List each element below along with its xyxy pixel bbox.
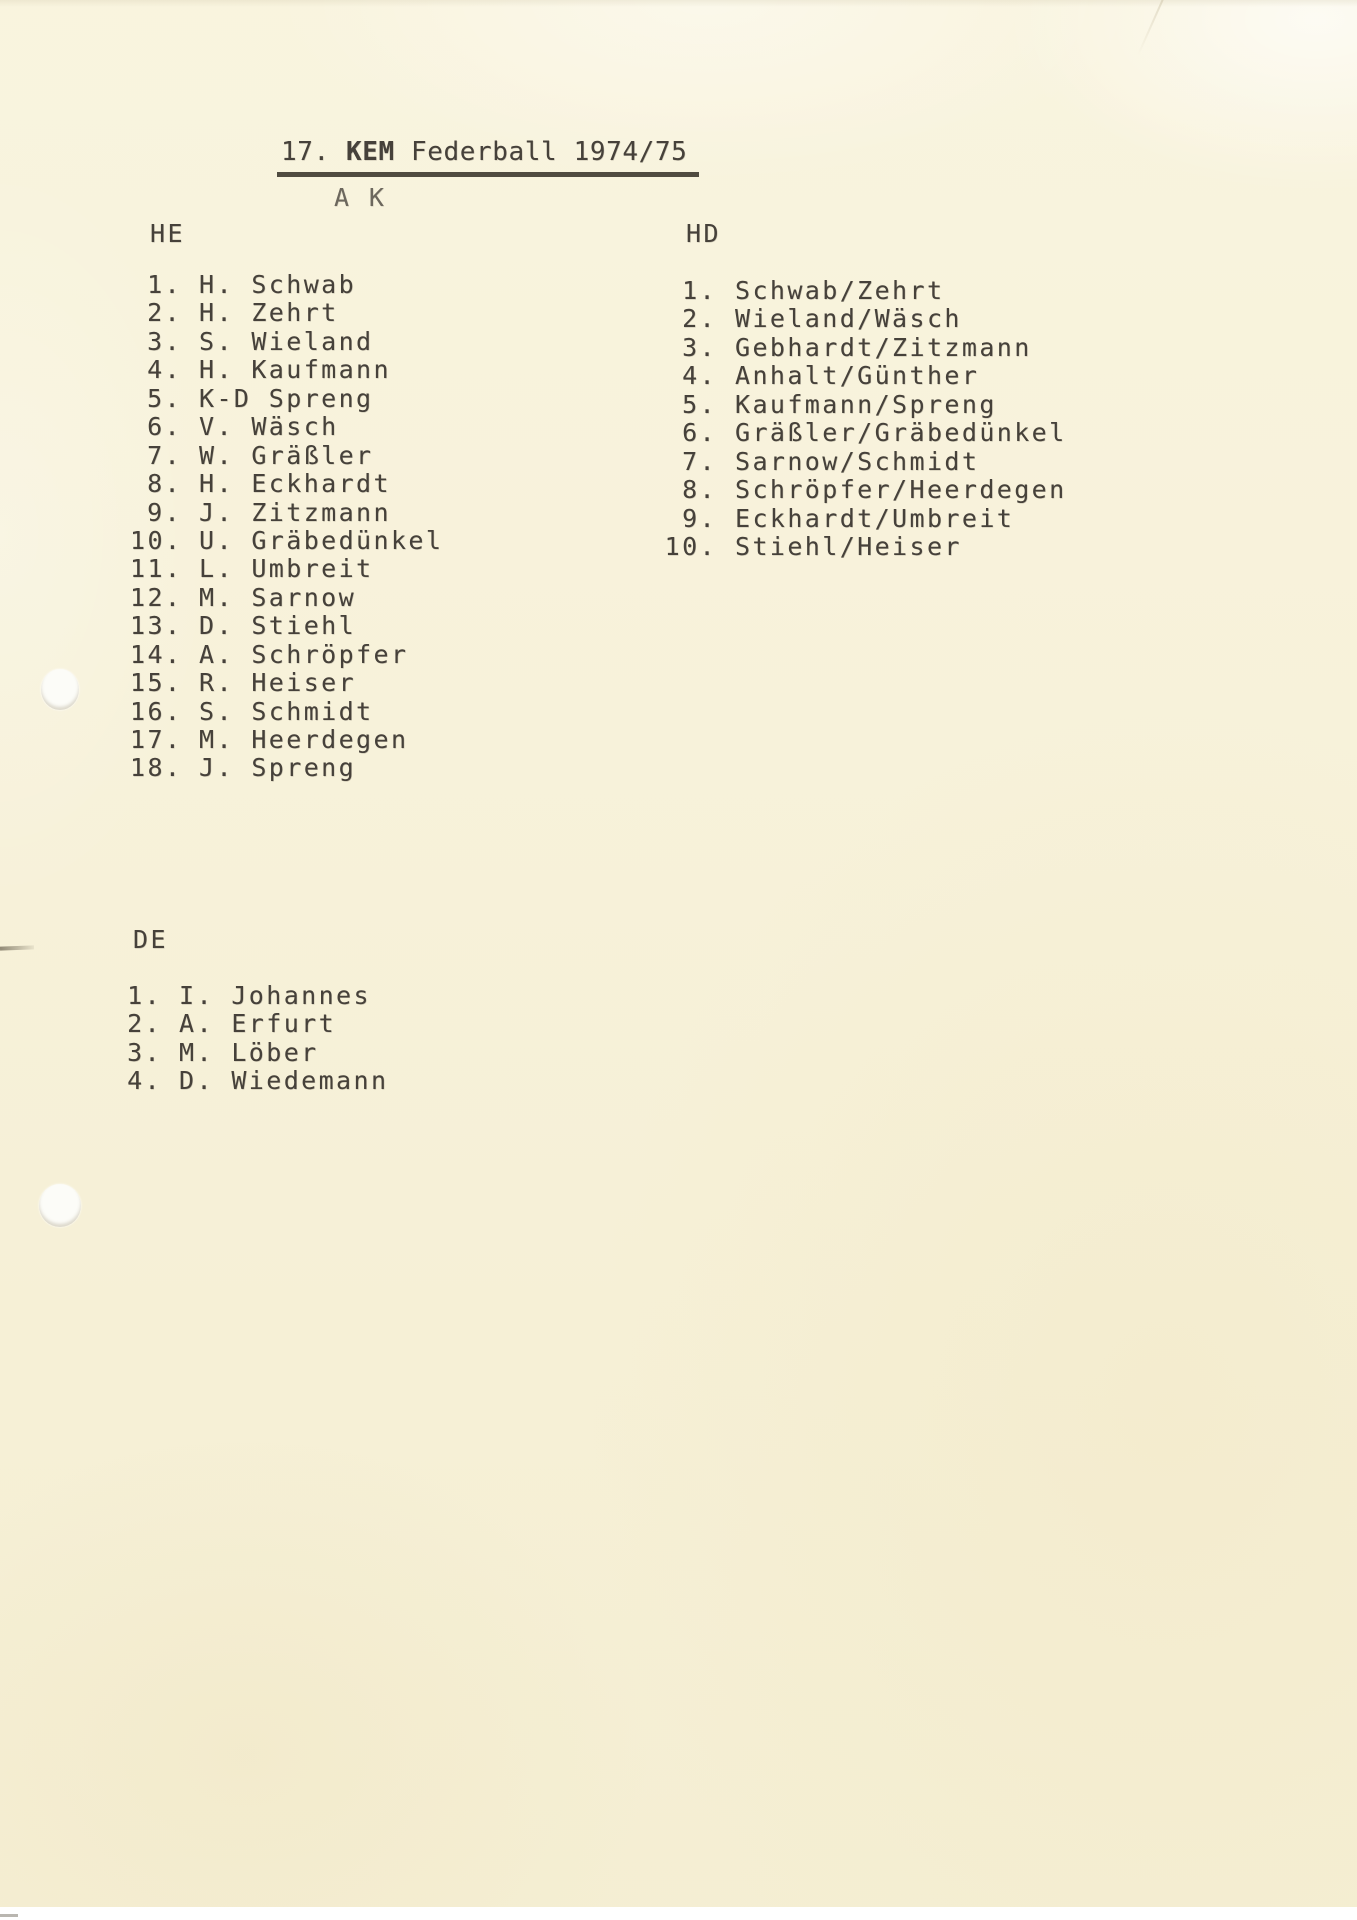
item-number: 1. — [127, 981, 162, 1010]
paper-crease — [1137, 0, 1165, 56]
item-number: 8. — [147, 469, 182, 499]
item-name: J. Spreng — [199, 753, 357, 783]
item-number: 1. — [147, 270, 182, 299]
singles-men-list — [130, 271, 443, 783]
list-item — [110, 1039, 388, 1067]
item-name: Eckhardt/Umbreit — [735, 503, 1015, 533]
section-heading-he: HE — [150, 219, 185, 248]
list-item — [661, 476, 1067, 504]
section-heading-hd: HD — [686, 219, 721, 248]
item-number: 3. — [127, 1037, 162, 1067]
list-item — [130, 641, 443, 669]
list-item — [130, 584, 443, 612]
list-item — [661, 533, 1067, 561]
item-name: Kaufmann/Spreng — [735, 389, 997, 419]
list-item — [130, 726, 443, 754]
item-number: 17. — [130, 725, 183, 754]
list-item — [130, 328, 443, 356]
item-name: R. Heiser — [199, 668, 357, 698]
list-item — [661, 277, 1067, 305]
item-number: 3. — [682, 332, 717, 362]
list-item — [130, 698, 443, 726]
item-name: Schröpfer/Heerdegen — [735, 475, 1067, 505]
item-number: 3. — [147, 326, 182, 356]
item-name: M. Löber — [179, 1037, 319, 1067]
doubles-men-list — [661, 277, 1067, 561]
item-name: D. Stiehl — [199, 611, 357, 641]
list-item — [110, 982, 388, 1010]
list-item — [130, 442, 443, 470]
item-name: S. Schmidt — [199, 696, 374, 726]
list-item — [130, 413, 443, 441]
item-name: Wieland/Wäsch — [735, 304, 962, 334]
punch-hole-bottom — [39, 1184, 81, 1227]
item-name: S. Wieland — [199, 326, 374, 356]
item-number: 2. — [147, 298, 182, 328]
list-item — [661, 362, 1067, 390]
list-item — [130, 470, 443, 498]
item-number: 6. — [682, 418, 717, 448]
item-number: 8. — [682, 475, 717, 505]
item-number: 1. — [682, 276, 717, 305]
list-item — [130, 271, 443, 299]
title-rest: Federball 1974/75 — [394, 137, 688, 167]
item-number: 10. — [664, 531, 717, 561]
item-name: Stiehl/Heiser — [735, 531, 962, 561]
item-number: 7. — [147, 440, 182, 470]
list-item — [130, 669, 443, 697]
item-number: 2. — [127, 1009, 162, 1039]
scanner-edge — [0, 1907, 1357, 1920]
item-name: W. Gräßler — [199, 440, 374, 470]
page-title — [277, 136, 699, 177]
item-number: 11. — [130, 554, 183, 584]
list-item — [661, 505, 1067, 533]
item-name: Gräßler/Gräbedünkel — [735, 418, 1067, 448]
item-name: H. Eckhardt — [199, 469, 391, 499]
item-name: Sarnow/Schmidt — [735, 446, 980, 476]
list-item — [110, 1010, 388, 1038]
section-heading-de: DE — [133, 925, 168, 954]
item-number: 12. — [130, 582, 183, 612]
title-kem: KEM — [346, 137, 395, 167]
list-item — [130, 754, 443, 782]
item-number: 10. — [130, 525, 183, 555]
item-number: 14. — [130, 639, 183, 669]
item-name: K-D Spreng — [199, 383, 374, 413]
item-name: H. Kaufmann — [199, 355, 391, 385]
list-item — [661, 334, 1067, 362]
item-name: M. Heerdegen — [199, 725, 409, 754]
item-name: Schwab/Zehrt — [735, 276, 945, 305]
list-item — [661, 448, 1067, 476]
item-name: D. Wiedemann — [179, 1066, 389, 1096]
pencil-mark — [0, 945, 34, 950]
edge-mark — [0, 1914, 18, 1917]
list-item — [130, 385, 443, 413]
item-number: 7. — [682, 446, 717, 476]
item-name: U. Gräbedünkel — [199, 525, 444, 555]
singles-women-list — [110, 982, 388, 1096]
list-item — [661, 391, 1067, 419]
list-item — [130, 299, 443, 327]
list-item — [130, 527, 443, 555]
item-number: 5. — [147, 383, 182, 413]
item-name: L. Umbreit — [199, 554, 374, 584]
item-name: J. Zitzmann — [199, 497, 391, 527]
item-number: 18. — [130, 753, 183, 783]
item-number: 15. — [130, 668, 183, 698]
item-name: V. Wäsch — [199, 412, 339, 442]
item-number: 4. — [682, 361, 717, 391]
list-item — [130, 499, 443, 527]
list-item — [661, 305, 1067, 333]
subtitle-ak: A K — [334, 183, 387, 212]
item-name: A. Erfurt — [179, 1009, 337, 1039]
item-name: H. Schwab — [199, 270, 357, 299]
item-number: 5. — [682, 389, 717, 419]
list-item — [661, 419, 1067, 447]
item-name: A. Schröpfer — [199, 639, 409, 669]
item-number: 4. — [147, 355, 182, 385]
item-name: H. Zehrt — [199, 298, 339, 328]
list-item — [110, 1067, 388, 1095]
item-name: M. Sarnow — [199, 582, 357, 612]
title-number: 17. — [281, 137, 347, 167]
item-name: I. Johannes — [179, 981, 371, 1010]
item-number: 9. — [147, 497, 182, 527]
item-name: Anhalt/Günther — [735, 361, 980, 391]
item-number: 4. — [127, 1066, 162, 1096]
item-number: 6. — [147, 412, 182, 442]
list-item — [130, 356, 443, 384]
item-number: 16. — [130, 696, 183, 726]
item-number: 9. — [682, 503, 717, 533]
punch-hole-top — [41, 669, 79, 710]
item-number: 2. — [682, 304, 717, 334]
list-item — [130, 555, 443, 583]
list-item — [130, 612, 443, 640]
item-name: Gebhardt/Zitzmann — [735, 332, 1032, 362]
item-number: 13. — [130, 611, 183, 641]
